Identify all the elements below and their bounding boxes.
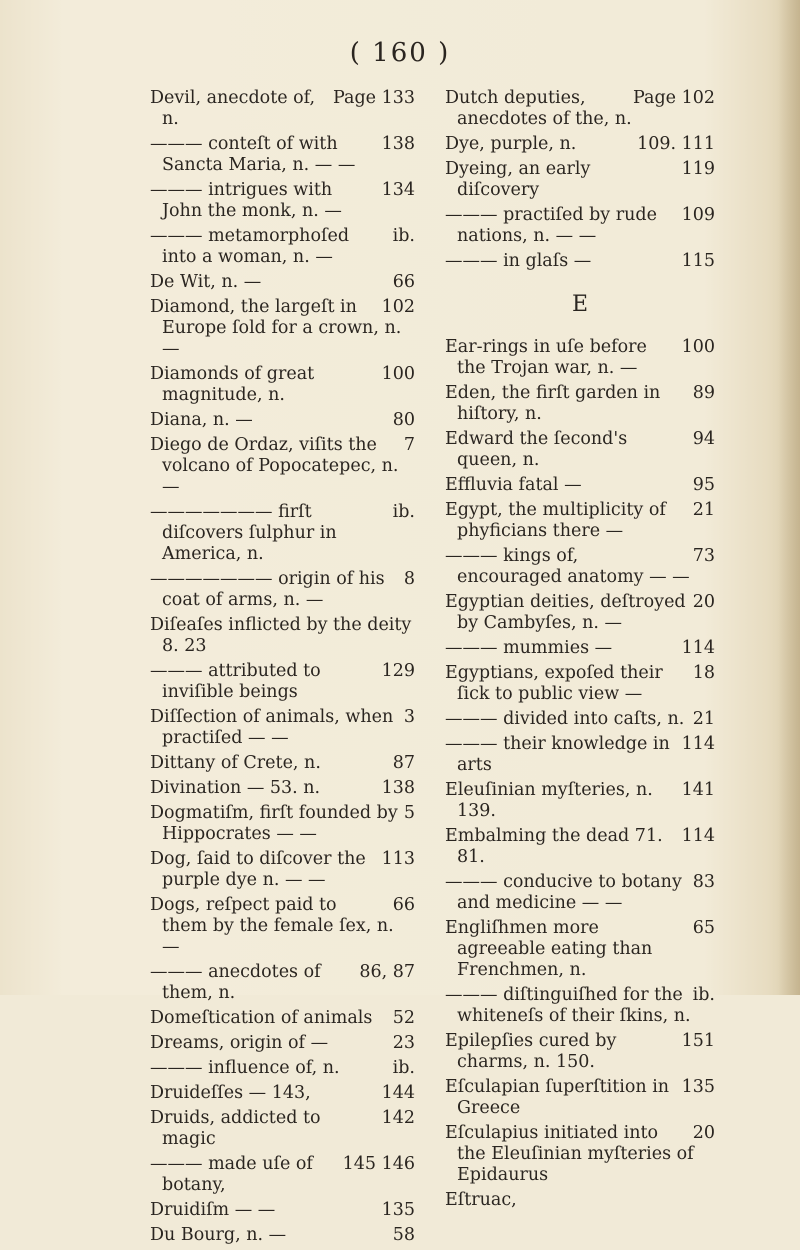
index-entry-page: 73 bbox=[692, 546, 715, 566]
index-entry bbox=[445, 500, 715, 542]
index-entry-text: ——— in glaſs — bbox=[445, 251, 592, 271]
index-entry-text: ——— diſtinguiſhed for the whiteneſs of their ſkins, n. bbox=[445, 985, 691, 1026]
index-entry-page: 8 bbox=[403, 569, 415, 589]
index-entry-page: 66 bbox=[392, 895, 415, 915]
index-entry-text: Egyptian deities, deſtroyed by Cambyſes, n. — bbox=[445, 592, 686, 633]
index-entry-page: Page 133 bbox=[333, 88, 415, 108]
index-entry-page: 151 bbox=[681, 1031, 715, 1051]
index-entry-page: ib. bbox=[392, 226, 415, 246]
index-entry-text: Eſtruac, bbox=[445, 1190, 517, 1210]
index-entry bbox=[150, 272, 415, 293]
index-entry-page: 18 bbox=[692, 663, 715, 683]
index-entry bbox=[150, 1033, 415, 1054]
index-entry bbox=[150, 134, 415, 176]
index-entry-text: Diſſection of animals, when practiſed — — bbox=[150, 707, 394, 748]
index-entry-text: Diamond, the largeſt in Europe ſold for a crown, n. — bbox=[150, 297, 402, 359]
index-entry bbox=[150, 1154, 415, 1196]
index-entry-page: 135 bbox=[381, 1200, 415, 1220]
index-entry-text: ——— mummies — bbox=[445, 638, 613, 658]
index-entry bbox=[445, 429, 715, 471]
index-entry-page: 89 bbox=[692, 383, 715, 403]
index-entry-page: 115 bbox=[681, 251, 715, 271]
index-entry-text: Effluvia fatal — bbox=[445, 475, 582, 495]
index-entry-text: ——— influence of, n. bbox=[150, 1058, 340, 1078]
index-entry-text: ——— their knowledge in arts bbox=[445, 734, 670, 775]
index-entry bbox=[150, 1058, 415, 1079]
index-entry-page: 94 bbox=[692, 429, 715, 449]
index-entry-page: 102 bbox=[381, 297, 415, 317]
index-entry-page: 83 bbox=[692, 872, 715, 892]
index-entry-text: Devil, anecdote of, n. bbox=[150, 88, 316, 129]
index-entry bbox=[150, 1083, 415, 1104]
index-entry-text: ——— attributed to inviſible beings bbox=[150, 661, 321, 702]
index-entry-page: 66 bbox=[392, 272, 415, 292]
index-entry-page: 114 bbox=[681, 638, 715, 658]
index-entry-page: 138 bbox=[381, 778, 415, 798]
index-entry bbox=[150, 1200, 415, 1221]
index-entry-text: Dogs, reſpect paid to them by the female ſex, n. — bbox=[150, 895, 394, 957]
index-entry-text: Dreams, origin of — bbox=[150, 1033, 329, 1053]
index-entry-page: 109 bbox=[681, 205, 715, 225]
index-entry-page: 3 bbox=[403, 707, 415, 727]
index-entry-text: Domeſtication of animals bbox=[150, 1008, 373, 1028]
index-entry-text: Diana, n. — bbox=[150, 410, 253, 430]
page-edge-shadow bbox=[778, 0, 800, 995]
index-entry-page: 100 bbox=[381, 364, 415, 384]
index-entry bbox=[150, 502, 415, 565]
index-entry-page: 141 bbox=[681, 780, 715, 800]
index-entry-text: ——— conteſt of with Sancta Maria, n. — — bbox=[150, 134, 356, 175]
index-entry-page: 119 bbox=[681, 159, 715, 179]
index-entry-page: 20 bbox=[692, 592, 715, 612]
index-entry bbox=[445, 88, 715, 130]
index-entry-page: 80 bbox=[392, 410, 415, 430]
index-entry-page: 145 146 bbox=[342, 1154, 415, 1174]
index-column-right bbox=[445, 88, 715, 1215]
index-entry-text: Diſeaſes inflicted by the deity 8. 23 bbox=[150, 615, 412, 656]
index-entry bbox=[150, 753, 415, 774]
index-entry bbox=[445, 734, 715, 776]
index-entry-page: 86, 87 bbox=[359, 962, 415, 982]
index-entry-text: Du Bourg, n. — bbox=[150, 1225, 287, 1245]
index-entry bbox=[445, 1123, 715, 1186]
index-entry bbox=[150, 435, 415, 498]
index-entry-text: Egypt, the multiplicity of phyficians there — bbox=[445, 500, 666, 541]
index-entry bbox=[445, 337, 715, 379]
index-entry bbox=[445, 638, 715, 659]
index-column-left bbox=[150, 88, 415, 1250]
index-entry-text: ——————— firſt diſcovers ſulphur in America, n. bbox=[150, 502, 337, 564]
index-entry bbox=[445, 546, 715, 588]
index-entry bbox=[150, 803, 415, 845]
index-entry bbox=[150, 88, 415, 130]
index-entry-text: ——— metamorphoſed into a woman, n. — bbox=[150, 226, 350, 267]
index-entry-text: De Wit, n. — bbox=[150, 272, 262, 292]
index-entry bbox=[150, 364, 415, 406]
index-entry-page: 134 bbox=[381, 180, 415, 200]
index-entry bbox=[150, 180, 415, 222]
index-entry-text: Dutch deputies, anecdotes of the, n. bbox=[445, 88, 632, 129]
index-entry bbox=[150, 962, 415, 1004]
index-entry-text: ——— conducive to botany and medicine — — bbox=[445, 872, 682, 913]
index-entry-text: Dye, purple, n. bbox=[445, 134, 577, 154]
index-entry-text: Divination — 53. n. bbox=[150, 778, 321, 798]
index-entry bbox=[445, 1077, 715, 1119]
index-entry-page: 95 bbox=[692, 475, 715, 495]
index-entry-page: 5 bbox=[403, 803, 415, 823]
index-entry-text: Druideſſes — 143, bbox=[150, 1083, 311, 1103]
index-entry-page: 113 bbox=[381, 849, 415, 869]
index-entry-page: 52 bbox=[392, 1008, 415, 1028]
index-entry bbox=[445, 985, 715, 1027]
index-entry bbox=[445, 826, 715, 868]
index-entry-page: 65 bbox=[692, 918, 715, 938]
index-entry bbox=[150, 778, 415, 799]
index-entry-page: 87 bbox=[392, 753, 415, 773]
index-entry-page: 144 bbox=[381, 1083, 415, 1103]
index-entry-page: Page 102 bbox=[633, 88, 715, 108]
index-entry bbox=[445, 1190, 715, 1211]
index-entry-page: ib. bbox=[692, 985, 715, 1005]
index-entry-page: 109. 111 bbox=[637, 134, 715, 154]
index-entry-page: 21 bbox=[692, 500, 715, 520]
index-entry bbox=[150, 849, 415, 891]
index-entry-page: 21 bbox=[692, 709, 715, 729]
index-entry bbox=[150, 1108, 415, 1150]
index-entry-page: 7 bbox=[403, 435, 415, 455]
index-entry bbox=[445, 383, 715, 425]
index-entry bbox=[150, 1008, 415, 1029]
index-entry-text: Druidiſm — — bbox=[150, 1200, 276, 1220]
index-entry-text: Dog, ſaid to diſcover the purple dye n. — — bbox=[150, 849, 366, 890]
index-entry-text: ——— made uſe of botany, bbox=[150, 1154, 313, 1195]
index-entry-text: Egyptians, expoſed their ſick to public view — bbox=[445, 663, 663, 704]
index-entry-page: 20 bbox=[692, 1123, 715, 1143]
index-entry-text: ——— practiſed by rude nations, n. — — bbox=[445, 205, 657, 246]
index-entry bbox=[150, 410, 415, 431]
index-entry-page: 129 bbox=[381, 661, 415, 681]
index-entry bbox=[150, 661, 415, 703]
index-entry bbox=[445, 134, 715, 155]
index-entry bbox=[150, 297, 415, 360]
index-entry-text: ——— anecdotes of them, n. bbox=[150, 962, 321, 1003]
index-entry-text: Edward the ſecond's queen, n. bbox=[445, 429, 628, 470]
index-entry bbox=[150, 569, 415, 611]
index-entry-text: Dyeing, an early diſcovery bbox=[445, 159, 591, 200]
index-entry bbox=[445, 205, 715, 247]
page-number-header: ( 160 ) bbox=[349, 38, 451, 68]
index-entry-text: Diamonds of great magnitude, n. bbox=[150, 364, 315, 405]
index-entry bbox=[150, 226, 415, 268]
index-entry-page: 58 bbox=[392, 1225, 415, 1245]
index-entry-text: ——— divided into caſts, n. bbox=[445, 709, 685, 729]
index-entry bbox=[150, 615, 415, 657]
index-entry-page: 114 bbox=[681, 734, 715, 754]
index-entry bbox=[445, 1031, 715, 1073]
index-entry-page: 142 bbox=[381, 1108, 415, 1128]
index-entry-text: Dogmatiſm, firſt founded by Hippocrates — — bbox=[150, 803, 398, 844]
index-entry-text: Embalming the dead 71. 81. bbox=[445, 826, 663, 867]
index-entry-text: Eden, the firſt garden in hiſtory, n. bbox=[445, 383, 661, 424]
index-entry-text: ——— kings of, encouraged anatomy — — bbox=[445, 546, 690, 587]
index-entry bbox=[150, 1225, 415, 1246]
index-entry bbox=[445, 918, 715, 981]
index-entry-page: 135 bbox=[681, 1077, 715, 1097]
index-entry bbox=[445, 251, 715, 272]
index-entry bbox=[445, 663, 715, 705]
index-entry-page: 100 bbox=[681, 337, 715, 357]
index-entry-text: Ear-rings in uſe before the Trojan war, n. — bbox=[445, 337, 647, 378]
index-entry bbox=[445, 872, 715, 914]
index-entry-text: Eſculapius initiated into the Eleuſinian myſteries of Epidaurus bbox=[445, 1123, 694, 1185]
index-entry-page: 23 bbox=[392, 1033, 415, 1053]
index-entry-text: Epilepſies cured by charms, n. 150. bbox=[445, 1031, 617, 1072]
section-letter: E bbox=[571, 292, 589, 317]
index-entry-text: Eleuſinian myſteries, n. 139. bbox=[445, 780, 653, 821]
index-entry-text: Druids, addicted to magic bbox=[150, 1108, 321, 1149]
index-entry-page: 138 bbox=[381, 134, 415, 154]
index-entry-text: Eſculapian ſuperſtition in Greece bbox=[445, 1077, 670, 1118]
index-entry bbox=[445, 159, 715, 201]
index-entry-text: Dittany of Crete, n. bbox=[150, 753, 321, 773]
index-entry-text: Engliſhmen more agreeable eating than Frenchmen, n. bbox=[445, 918, 653, 980]
index-entry-page: 114 bbox=[681, 826, 715, 846]
index-entry-text: ——— intrigues with John the monk, n. — bbox=[150, 180, 342, 221]
index-entry bbox=[445, 709, 715, 730]
index-entry bbox=[150, 707, 415, 749]
index-entry bbox=[445, 780, 715, 822]
index-entry-page: ib. bbox=[392, 1058, 415, 1078]
index-entry-text: Diego de Ordaz, viſits the volcano of Popocatepec, n. — bbox=[150, 435, 399, 497]
index-entry-text: ——————— origin of his coat of arms, n. — bbox=[150, 569, 385, 610]
index-entry bbox=[445, 475, 715, 496]
index-entry-page: ib. bbox=[392, 502, 415, 522]
index-entry bbox=[445, 592, 715, 634]
index-entry bbox=[150, 895, 415, 958]
